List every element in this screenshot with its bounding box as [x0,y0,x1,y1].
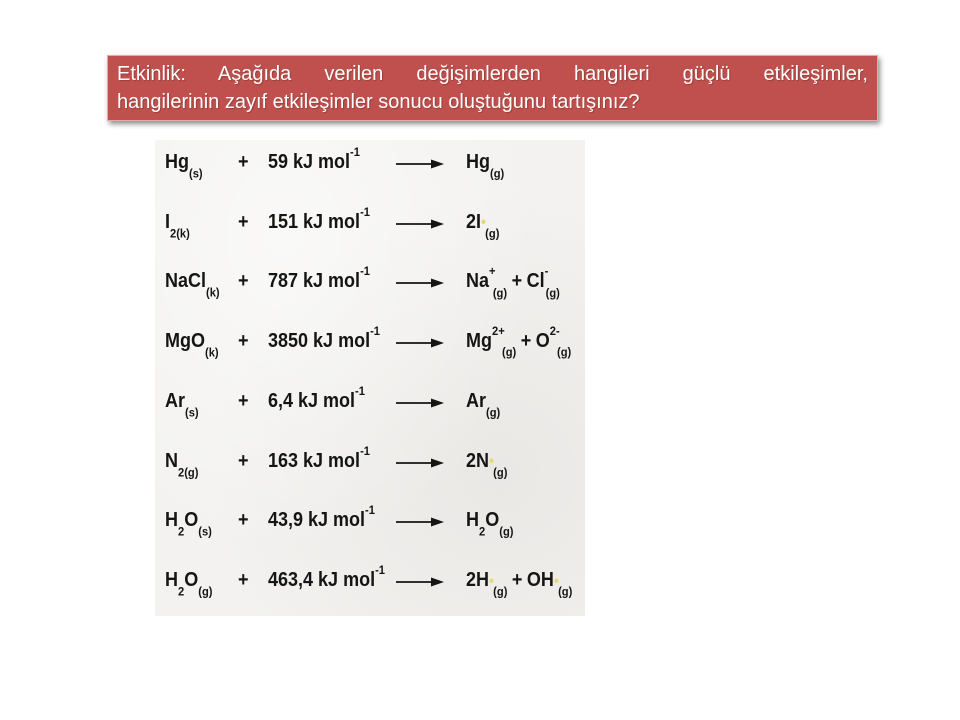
arrow-graphic [396,446,444,476]
product-species [466,568,508,599]
charge-superscript: + [489,264,496,279]
product-species [466,151,505,181]
formula-symbol: Hg [165,151,190,173]
plus-sign: + [238,210,249,233]
formula-symbol: Na [466,270,490,293]
long-right-arrow-icon [396,505,444,535]
energy-exponent: -1 [350,145,360,160]
energy-value [268,565,385,595]
energy-value [268,147,360,177]
energy-amount: 151 kJ mol [268,210,361,233]
plus-sign: + [238,449,249,472]
arrow-graphic [396,505,444,535]
equation-row [155,324,585,360]
state-subscript: (s) [185,405,199,420]
energy-amount: 163 kJ mol [268,449,361,472]
equation-row [155,264,585,300]
reactant [165,446,199,479]
equation-row [155,563,585,599]
equation-row [155,503,585,539]
state-subscript: 2 [178,524,185,539]
arrow-head [431,458,444,467]
energy-value [268,266,370,296]
product-species [526,264,560,300]
arrow-graphic [396,207,444,237]
radical-dot: • [481,214,487,232]
arrow-graphic [396,326,444,356]
reaction-energy-table [155,140,585,616]
equation-row [155,384,585,420]
plus-sign: + [238,568,249,591]
charge-superscript: 2- [549,324,560,339]
energy-exponent: -1 [355,384,365,399]
equation-row [155,145,585,181]
long-right-arrow-icon [396,147,444,177]
equation-row [155,443,585,479]
product-species [535,324,572,360]
arrow-graphic [396,266,444,296]
state-subscript: (k) [206,285,220,300]
arrow-graphic [396,147,444,177]
long-right-arrow-icon [396,207,444,237]
formula-symbol: Cl [526,270,545,293]
state-subscript: (g) [545,285,560,300]
energy-value [268,443,370,476]
product [466,565,573,599]
arrow-head [431,398,444,407]
activity-banner [107,55,878,121]
radical-dot: • [553,572,559,590]
state-subscript: (g) [492,285,508,300]
formula-symbol: N [165,449,179,472]
long-right-arrow-icon [396,386,444,416]
product-species [466,509,514,539]
energy-amount: 59 kJ mol [268,151,351,173]
product [466,147,505,181]
state-subscript: (g) [499,524,514,539]
reactant [165,147,203,181]
state-subscript: (g) [493,464,508,479]
energy-exponent: -1 [375,563,385,578]
product-species [466,264,508,300]
formula-symbol: H [466,509,480,532]
long-right-arrow-icon [396,565,444,595]
state-subscript: (g) [558,584,573,599]
product [466,207,500,240]
state-subscript: 2(g) [178,464,199,479]
long-right-arrow-icon [396,446,444,476]
reactant [165,386,199,420]
reactant [165,266,220,300]
reactant [165,505,212,539]
state-subscript: 2(k) [170,225,190,240]
state-subscript: (k) [204,345,219,360]
plus-sign: + [511,568,523,591]
plus-sign: + [520,330,532,353]
formula-symbol: Ar [466,389,487,412]
formula-symbol: I [165,210,171,233]
state-subscript: (g) [486,405,501,420]
plus-sign: + [238,151,249,173]
formula-symbol: O [184,568,199,591]
banner-text-line-1: Etkinlik: Aşağıda verilen değişimlerden hangileri güçlü etkileşimler, [117,63,868,85]
arrow-head [431,279,444,288]
plus-sign: + [238,509,249,532]
energy-amount: 6,4 kJ mol [268,389,356,412]
arrow-head [431,160,444,169]
product [466,324,572,360]
state-subscript: 2 [178,584,185,599]
energy-amount: 3850 kJ mol [268,330,371,353]
formula-symbol: NaCl [165,270,207,293]
product-species [466,389,501,420]
equation-row [155,204,585,240]
reactant [165,565,213,599]
formula-symbol: 2H [466,568,490,591]
plus-sign: + [511,270,523,293]
arrow-head [431,219,444,228]
formula-symbol: 2N [466,449,490,472]
state-subscript: (g) [485,225,500,240]
arrow-graphic [396,565,444,595]
product-species [466,210,500,240]
reactant [165,207,190,240]
formula-symbol: MgO [165,330,205,353]
state-subscript: (g) [557,345,572,360]
energy-amount: 787 kJ mol [268,270,361,293]
energy-exponent: -1 [360,443,370,458]
state-subscript: (g) [502,345,517,360]
product [466,386,501,420]
formula-symbol: OH [526,568,554,591]
formula-symbol: O [485,509,500,532]
formula-symbol: Hg [466,151,491,173]
energy-exponent: -1 [360,264,370,279]
charge-superscript: 2+ [492,324,505,339]
state-subscript: (s) [198,524,212,539]
arrow-head [431,339,444,348]
formula-symbol: H [165,509,179,532]
plus-sign: + [238,389,249,412]
formula-symbol: O [184,509,199,532]
energy-exponent: -1 [370,324,381,339]
long-right-arrow-icon [396,326,444,356]
product [466,264,560,300]
product [466,505,514,539]
energy-amount: 463,4 kJ mol [268,568,376,591]
state-subscript: (g) [490,166,505,181]
energy-value [268,204,370,237]
state-subscript: (s) [189,166,203,181]
energy-value [268,505,375,535]
product-species [466,449,508,479]
arrow-head [431,577,444,586]
arrow-head [431,518,444,527]
reactant [165,326,219,360]
state-subscript: (g) [493,584,508,599]
state-subscript: 2 [479,524,486,539]
radical-dot: • [489,572,495,590]
plus-sign: + [238,270,249,293]
product-species [466,324,517,360]
energy-value [268,326,380,356]
arrow-graphic [396,386,444,416]
formula-symbol: 2I [466,210,482,233]
energy-amount: 43,9 kJ mol [268,509,366,532]
product-species [526,568,573,599]
energy-exponent: -1 [365,503,375,518]
formula-symbol: O [535,330,550,353]
charge-superscript: - [544,264,549,279]
state-subscript: (g) [198,584,213,599]
product [466,446,508,479]
banner-text-line-2: hangilerinin zayıf etkileşimler sonucu oluştuğunu tartışınız? [117,91,640,113]
long-right-arrow-icon [396,266,444,296]
energy-exponent: -1 [360,204,370,219]
formula-symbol: Ar [165,389,186,412]
plus-sign: + [238,330,249,353]
energy-value [268,386,365,416]
formula-symbol: H [165,568,179,591]
formula-symbol: Mg [466,330,493,353]
radical-dot: • [489,453,495,471]
